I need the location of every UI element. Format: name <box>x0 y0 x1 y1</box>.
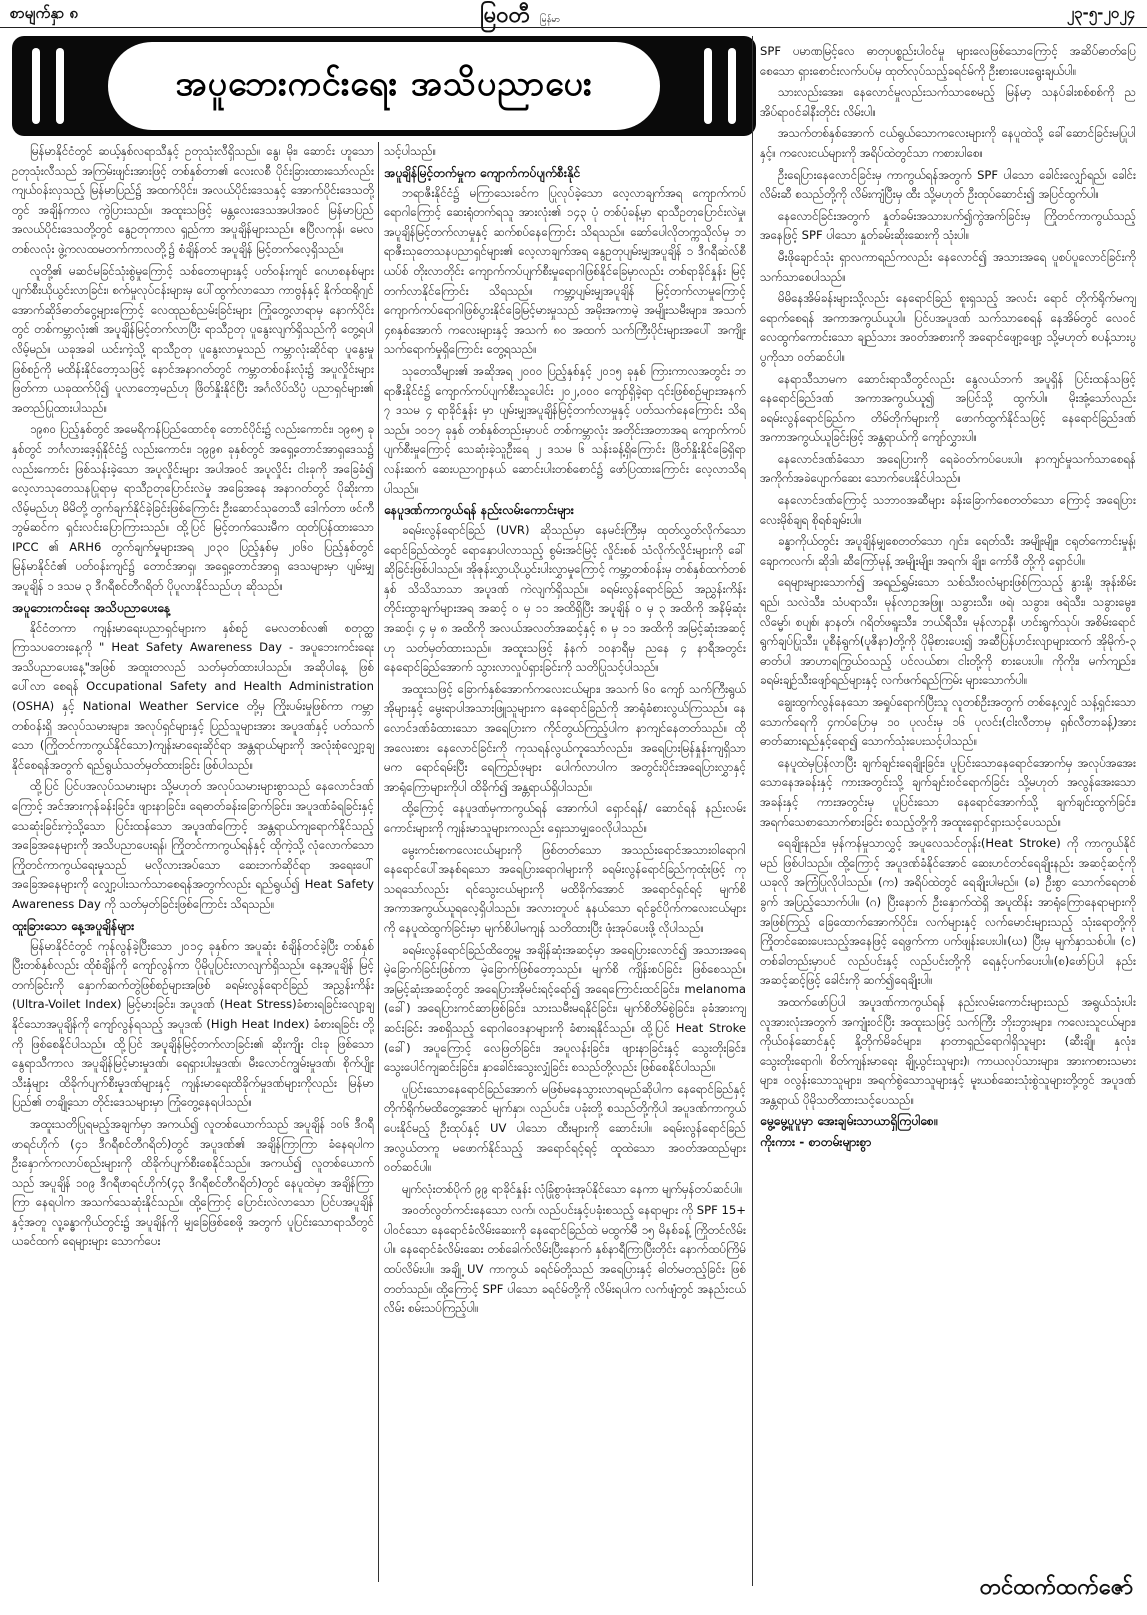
paragraph: အသက်တစ်နှစ်အောက် ငယ်ရွယ်သောကလေးများကို နေပူထဲသို့ ခေါ်ဆောင်ခြင်းမပြုပါနှင့်။ ကလေးငယ်များကို အရိပ်ထဲတွင်သာ ကစားပါစေ။ <box>760 126 1136 160</box>
paragraph: မျက်လုံးတစ်ပိုက် ၉၉ ရာခိုင်နှုန်း လုံခြုံစွာဖုံးအုပ်နိုင်သော နေကာ မျက်မှန်တပ်ဆင်ပါ။ <box>402 1181 743 1196</box>
paragraph: ပူပြင်းသောနေရောင်ခြည်အောက် မဖြစ်မနေသွားလာရမည်ဆိုပါက နေရောင်ခြည်နှင့် တိုက်ရိုက်မထိတွေ့အောင် မျက်နှာ၊ လည်ပင်း၊ ပခုံးတို့ စသည်တို့ကိုပါ အပူဒဏ်ကာကွယ်ပေးနိုင်မည့် ဦးထုပ်နှင့် UV ပါသော ထီးများကို ဆောင်းပါ။ ခရမ်းလွန်ရောင်ခြည် အလွယ်တကူ မဖောက်နိုင်သည့် အရောင်ရင့်ရင့် ထူထဲသော အဝတ်အထည်များ ဝတ်ဆင်ပါ။ <box>384 1081 746 1175</box>
section-heading: အပူချိန်မြင့်တက်မှုက ကျောက်ကပ်ပျက်စီးနိုင် <box>384 165 581 180</box>
banner-bar-right-1 <box>728 48 736 124</box>
page-number: စာမျက်နှာ ၈ <box>10 4 78 22</box>
paragraph: ဦးရေပြားနေလောင်ခြင်းမှ ကာကွယ်ရန်အတွက် SPF ပါသော ခေါင်းလျှော်ရည်၊ ခေါင်းလိမ်းဆီ စသည်တို့ကို လိမ်းကျံပြီးမှ ထီး သို့မဟုတ် ဦးထုပ်ဆောင်း၍ အပြင်ထွက်ပါ။ <box>760 167 1136 202</box>
paragraph: လူတို့၏ မဆင်မခြင်သုံးစွဲမှုကြောင့် သစ်တောများနှင့် ပတ်ဝန်းကျင် ဂေဟစနစ်များ ပျက်စီးယိုယွင်းလာခြင်း၊ စက်မှုလုပ်ငန်းများမှ ပေါ်ထွက်လာသော ကာဗွန်နှင့် နိုက်ထရိုဂျင်အောက်ဆိုဒ်ဓာတ်ငွေ့များကြောင့် လေထုညစ်ညမ်းခြင်းများ ကြုံတွေ့လာရာမှ နောက်ပိုင်းတွင် တစ်ကမ္ဘာလုံး၏ အပူချိန်မြင့်တက်လာပြီး ရာသီဥတု ပူနွေးလျက်ရှိသည်ကို တွေ့ရပါလိမ့်မည်။ ယခုအခါ ယင်းကဲ့သို့ ရာသီဥတု ပူနွေးလာမှုသည် ကမ္ဘာလုံးဆိုင်ရာ ပူနွေးမှုဖြစ်စဉ်ကို မထိန်းနိုင်တော့သဖြင့် နောင်အနာဂတ်တွင် ကမ္ဘာတစ်ဝန်းလုံး၌ အပူလှိုင်းများ ဖြတ်ကာ ယခုထက်ပို၍ ပူလာတော့မည်ဟု ဖြိတ်နှိုးနိုင်ပြီး အင်္ဂလိပ်သိပ္ပံ ပညာရှင်များ၏ အတည်ပြုထားပါသည်။ <box>12 263 374 415</box>
section-heading: မွေ့မွေ့ပူပူမှာ အေးချမ်းသာယာရှိကြပါစေ။ <box>760 1114 938 1129</box>
paragraph: နိုင်ငံတကာ ကျန်းမာရေးပညာရှင်များက နှစ်စဉ် မေလတစ်လ၏ စတုတ္ထကြာသပတေးနေ့ကို " Heat Safety Awareness Day - အပူဘေးကင်းရေး အသိပညာပေးနေ့"အဖြစ် အထူးတလည် သတ်မှတ်ထားပါသည်။ အဆိုပါနေ့ ဖြစ်ပေါ်လာ စေရန် Occupational Safety and Health Administration (OSHA) နှင့် National Weather Service တို့မှ ကြိုးပမ်းမှုဖြစ်ကာ ကမ္ဘာတစ်ဝန်းရှိ အလုပ်သမားများ၊ အလုပ်ရှင်များနှင့် ပြည်သူများအား အပူဒဏ်နှင့် ပတ်သက်သော (ကြိုတင်ကာကွယ်နိုင်သော)ကျန်းမာရေးဆိုင်ရာ အန္တရာယ်များကို အလုံးစုံလျှော့ချနိုင်စေရန်အတွက် ရည်ရွယ်သတ်မှတ်ထားခြင်း ဖြစ်ပါသည်။ <box>12 620 374 772</box>
paragraph: မြန်မာနိုင်ငံတွင် ကုန်လွန်ခဲ့ပြီးသော ၂၀၁၄ ခုနှစ်က အပူဆုံး စံချိန်တင်ခဲ့ပြီး တစ်နှစ်ပြီးတစ်နှစ်လည်း ထိုစံချိန်ကို ကျော်လွန်ကာ ပိုမိုပူပြင်းလာလျက်ရှိသည်။ နေ့အပူချိန် မြင့်တက်ခြင်းကို နှောက်ဆက်တွဲဖြစ်စဉ်များအဖြစ် ခရမ်းလွန်ရောင်ခြည် အညွှန်းကိန်း (Ultra-Voilet Index) မြင့်မားခြင်း၊ အပူဒဏ် (Heat Stress)ခံစားရခြင်းလျော့ချနိုင်သောအပူချိန်ကို ကျော်လွန်ရသည့် အပူဒဏ် (High Heat Index) ခံစားရခြင်း တို့ကို ဖြစ်စေနိုင်ပါသည်။ ထို့ပြင် အပူချိန်မြင့်တက်လာခြင်း၏ ဆိုးကျိုး ငါးခု ဖြစ်သော နွေရာသီကာလ အပူချိန်မြင့်မားမှုဒဏ်၊ ရေရှားပါးမှုဒဏ်၊ မီးလောင်ကျွမ်းမှုဒဏ်၊ စိုက်ပျိုးသီးနှံများ ထိခိုက်ပျက်စီးမှုဒဏ်များနှင့် ကျန်းမာရေးထိခိုက်မှုဒဏ်များကိုလည်း မြန်မာပြည်၏ တချို့သော တိုင်းဒေသများမှာ ကြုံတွေ့နေရပါသည်။ <box>12 938 374 1110</box>
banner-bar-right-2 <box>704 48 712 124</box>
page-header <box>0 0 1147 28</box>
paragraph: နေပူထဲမှပြန်လာပြီး ချက်ချင်းရေချိုးခြင်း၊ ပူပြင်းသောနေရောင်အောက်မှ အလုပ်အအေးသောနေအခန်းနှင့် ကားအတွင်းသို့ ချက်ချင်းဝင်ရောက်ခြင်း သို့မဟုတ် အလွန်အေးသောအခန်းနှင့် ကားအတွင်းမှ ပူပြင်းသော နေရောင်အောက်သို့ ချက်ချင်းထွက်ခြင်း၊ အရက်သေစာသောက်စားခြင်း စသည့်တို့ကို အထူးရှောင်ရှားသင့်ပေသည်။ <box>760 755 1136 829</box>
paragraph: မွေးကင်းစကလေးငယ်များကို ဖြစ်တတ်သော အသည်းရောင်အသားဝါရောဂါနေရောင်ပေါ်အနစ်ရသော အရေပြားရောဂါများကို ခရမ်းလွန်ရောင်ခြည်ကုထုံးဖြင့် ကုသရသော်လည်း ရင်သွေးငယ်များကို မထိခိုက်အောင် အရောင်ရှင်ရင့် မျက်စိအကာအကွယ်ယူရလေ့ရှိပါသည်။ အလားတူပင် နုနယ်သော ရင်ခွင်ပိုက်ကလေးငယ်များကို နေပူထဲထွက်ခြင်းမှာ မျက်စိပါမကျန် သတိထားပြီး ဖုံးအုပ်ပေးဖို့ လိုပါသည်။ <box>384 842 746 935</box>
banner-bar-left-1 <box>32 48 40 124</box>
article-title: အပူဘေးကင်းရေး အသိပညာပေး <box>175 63 593 104</box>
paragraph: ထို့ကြောင့် နေပူဒဏ်မှကာကွယ်ရန် အောက်ပါ ရှောင်ရန်/ ဆောင်ရန် နည်းလမ်းကောင်းများကို ကျန်းမာသူများကလည်း ရှေးသာမျှဝေလိုပါသည်။ <box>384 801 746 835</box>
paragraph: နေလောင်ဒဏ်ခံသော အရေပြားကို ရေခဲဝတ်ကပ်ပေးပါ။ နာကျင်မှုသက်သာစေရန် အကိုက်အခဲပျောက်ဆေး သောက်ပေးနိုင်ပါသည်။ <box>760 451 1136 486</box>
column-divider-1 <box>378 142 379 1582</box>
paragraph: နေရာသီသာမက ဆောင်းရာသီတွင်လည်း နွေလယ်ဘက် အပူရှိန် ပြင်းထန်သဖြင့် နေရောင်ခြည်ဒဏ် အကာအကွယ်ယူ၍ အပြင်သို့ ထွက်ပါ။ မိုးအုံ့သော်လည်း ခရမ်းလွန်ရောင်ခြည်က တိမ်တိုက်များကို ဖောက်ထွက်နိုင်သဖြင့် နေရောင်ခြည်ဒဏ် အကာအကွယ်ယူခြင်းဖြင့် အန္တရာယ်ကို ကျော်လွှားပါ။ <box>760 371 1136 445</box>
paragraph: သုတေသီများ၏ အဆိုအရ ၂၀၀၀ ပြည့်နှစ်နှင့် ၂၀၁၅ ခုနှစ် ကြားကာလအတွင်း ဘရာဇီးနိုင်ငံ၌ ကျောက်ကပ်ပျက်စီးသူပေါင်း ၂၀၂,၀၀၀ ကျော်ရှိခဲ့ရာ ၎င်းဖြစ်စဉ်များအနက် ၇ ဒသမ ၄ ရာခိုင်နှုန်း မှာ ပျမ်းမျှအပူချိန်မြင့်တက်လာမှုနှင့် ပတ်သက်နေကြောင်း သိရသည်။ ၁၀၁၇ ခုနှစ် တစ်နှစ်တည်းမှာပင် တစ်ကမ္ဘာလုံး အတိုင်းအတာအရ ကျောက်ကပ်ပျက်စီးမှုကြောင့် သေဆုံးခဲ့သူဦးရေ ၂ ဒသမ ၆ သန်းခန့်ရှိကြောင်း ဖြိတ်နှိုးနိုင်ခြေရှိရာ လန်းဆက် ဆေးပညာဂျာနယ် ဆောင်းပါးတစ်စောင်၌ ဖော်ပြထားကြောင်း လေ့လာသိရပါသည်။ <box>384 363 746 496</box>
article-column-3 <box>760 42 1136 1587</box>
banner-title-box <box>108 42 660 130</box>
paragraph: မိမိနေအိမ်ခန်းများသို့လည်း နေရောင်ခြည် စူးရှသည့် အလင်း ရောင် တိုက်ရိုက်မကျရောက်စေရန် အကာအကွယ်ယူပါ။ ပြင်ပအပူဒဏ် သက်သာစေရန် နေအိမ်တွင် လေဝင်လေထွက်ကောင်းသော ချည်သား အဝတ်အစားကို အရောင်ဖျော့ဖျော့ သို့မဟုတ် စပန့်သားပွပွကိုသာ ဝတ်ဆင်ပါ။ <box>760 291 1136 364</box>
paragraph: အဝတ်လွတ်ကင်းနေသော လက်၊ လည်ပင်းနှင့်ပခုံးစသည့် နေရာများ ကို SPF 15+ ပါဝင်သော နေရောင်ခံလိမ်းဆေးကို နေရောင်ခြည်ထဲ မထွက်မီ ၁၅ မိနစ်ခန့် ကြိုတင်လိမ်းပါ။ နေရောင်ခံလိမ်းဆေး တစ်ခေါက်လိမ်းပြီးနောက် နှစ်နာရီကြာပြီးတိုင်း နောက်ထပ်ကြိမ် ထပ်လိမ်းပါ။ အချို့ UV ကာကွယ် ခရင်မ်တို့သည် အရေပြားနှင့် ဓါတ်မတည့်ခြင်း ဖြစ်တတ်သည်။ ထို့ကြောင့် SPF ပါသော ခရင်မ်တို့ကို လိမ်းရပါက လက်ဖျံတွင် အနည်းငယ်လိမ်း စမ်းသပ်ကြည့်ပါ။ <box>384 1203 746 1316</box>
masthead-subtitle: မြန်မာ <box>540 15 561 25</box>
column-divider-2 <box>752 36 753 1586</box>
section-heading: ကိုးကား - စာတမ်းများစွာ <box>760 1135 872 1150</box>
article-column-2 <box>384 142 746 1582</box>
paragraph: နေလောင်ဒဏ်ကြောင့် သဘာဝအဆီများ ခန်းခြောက်စေတတ်သော ကြောင့် အရေပြား လေးမိုစ်ချရ စိုရစ်ချမ်းပါ။ <box>760 493 1136 527</box>
section-heading: နေပူဒဏ်ကာကွယ်ရန် နည်းလမ်းကောင်းများ <box>384 503 574 518</box>
paragraph: ချွေးထွက်လွန်နေသော အရှုပ်ရောက်ပြီးသူ လူတစ်ဦးအတွက် တစ်နေ့လျှင် သန့်ရှင်းသောသောက်ရေကို ၄ကပ်ပြောမှ ၁၀ ပုလင်းမှ ၁၆ ပုလင်း(ငါးလီတာမှ ရှစ်လီတာခန့်)အား ဓာတ်ဆားရည်နှင့်ရော၍ သောက်သုံးပေးသင့်ပါသည်။ <box>760 695 1136 749</box>
section-heading: ထူးခြားသော နေ့အပူချိန်များ <box>12 918 135 933</box>
paragraph: အထူးသတိပြုရမည့်အချက်မှာ အကယ်၍ လူတစ်ယောက်သည် အပူချိန် ၁၀၆ ဒီဂရီဖာရင်ဟိုက် (၄၁ ဒီဂရီစင်တီဂရိတ်)တွင် အပူဒဏ်၏ အချိန်ကြာကြာ ခံနေရပါက ဦးနှောက်ကလာပ်စည်းများကို ထိခိုက်ပျက်စီးစေနိုင်သည်။ အကယ်၍ လူတစ်ယောက်သည် အပူချိန် ၁၀၉ ဒီဂရီဖာရင်ဟိုက်(၄၃ ဒီဂရီစင်တီဂရိတ်)တွင် နေပူထဲမှာ အချိန်ကြာကြာ နေရပါက အသက်သေဆုံးနိုင်သည်။ ထို့ကြောင့် ပြောင်းလဲလာသော ပြင်ပအပူချိန်နှင့်အတူ လူ့ခန္ဓာကိုယ်တွင်း၌ အပူချိန်ကို မျှခြေဖြစ်စေဖို့ အတွက် ပူပြင်းသောရာသီတွင် ယခင်ထက် ရေများများ သောက်ပေး <box>12 1116 374 1249</box>
paragraph: အထူးသဖြင့် ခြောက်နှစ်အောက်ကလေးငယ်များ၊ အသက် ၆၀ ကျော် သက်ကြီးရွယ်အိုများနှင့် မွေးရာပါအသားဖြူသူများက နေရောင်ခြည်ကို အာရုံခံစားလွယ်ကြသည်။ နေလောင်ဒဏ်ခံထားသော အရေပြားက ကိုင်တွယ်ကြည့်ပါက နာကျင်နေတတ်သည်။ ထိုအလေးစား နေလောင်ခြင်းကို ကုသရန်လွယ်ကူသော်လည်း၊ အရေပြားမြန်နှုန်းကျရှိသာမက ရောင်ရမ်းပြီး ရေကြည်ဖုများ ပေါက်လာပါက အတွင်းပိုင်းအရေပြားလွှာနှင့် အာရုံကြောများကိုပါ ထိခိုက်၍ အန္တရာယ်ရှိပါသည်။ <box>384 681 746 794</box>
paragraph: အထက်ဖော်ပြပါ အပူဒဏ်ကာကွယ်ရန် နည်းလမ်းကောင်းများသည် အရွယ်သုံးပါး လူအားလုံးအတွက် အကျုံးဝင်ပြီး အထူးသဖြင့် သက်ကြီး ဘိုးဘွားများ၊ ကလေးသူငယ်များ၊ ကိုယ်ဝန်ဆောင်နှင့် နို့တိုက်မိခင်များ၊ နာတာရှည်ရောဂါရှိသူများ (ဆီးချို၊ နှလုံး၊ သွေးတိုးရောဂါ၊ စိတ်ကျန်းမာရေး ချို့ယွင်းသူများ)၊ ကာယလုပ်သားများ၊ အားကစားသမားများ၊ ဝလွန်းသောသူများ၊ အရက်စွဲသောသူများနှင့် မူးယစ်ဆေးသုံးစွဲသူများတို့တွင် အပူဒဏ်အန္တရာယ် ပိုမိုသတိထားသင့်ပေသည်။ <box>760 994 1136 1107</box>
paragraph: ခန္ဓာကိုယ်တွင်း အပူချိန်မျှစေတတ်သော ဂျင်း၊ ရေတ်သီး အမျိုးမျိုး၊ ငရုတ်ကောင်းမှုန့်၊ ချောကလက်၊ ဆိုဒါ၊ ဆီကြော်မုန့် အမျိုးမျိုး၊ အရက်၊ ချိုး၊ ကော်ဖီ တို့ကို ရှောင်ပါ။ <box>760 534 1136 568</box>
banner-bar-left-2 <box>56 48 64 124</box>
paragraph: သင့်ပါသည်။ <box>384 144 437 158</box>
section-heading: အပူဘေးကင်းရေး အသိပညာပေးနေ့ <box>12 600 171 615</box>
paragraph: ရေချိုးနည်း၊ မှန်ကန်မှုသာလွှင့် အပူလေသင်တုန်း(Heat Stroke) ကို ကာကွယ်နိုင်မည် ဖြစ်ပါသည်။ ထို့ကြောင့် အပူဒဏ်ခံနိုင်အောင် ဆေးဟင်တင်ရေချိုးနည်း အဆင့်ဆင့်ကို ယခုလို အကြံပြုလိုပါသည်။ (က) အရိပ်ထဲတွင် ရေချိုးပါမည်။ (ခ) ဦးစွာ သောက်ရေတစ်ခွက် အပြည့်သောက်ပါ။ (ဂ) ပြီးနောက် ဦးနှောက်ထဲရှိ အပူထိန်း အာရုံကြောနေရာများကိုအဖြစ်ကြည့် ခြေထောက်အောက်ပိုင်း၊ လက်များနှင့် လက်မောင်းများသည့် သုံးရောတို့ကို ကြိုတင်ဆေးပေးသည့်အနေဖြင့် ရေဖွက်ကာ ပက်ဖျန်းပေးပါ။(ဃ) ပြီးမှ မျက်နှာသစ်ပါ။ (င) တစ်ခါတည်းမှာပင် လည်ပင်းနှင့် လည်ပင်းတို့ကို ရေနှင့်ပက်ပေးပါ။(စ)ဖော်ပြပါ နည်းအဆင့်ဆင့်ဖြင့် ခေါင်းကို ဆက်၍ရေချိုးပါ။ <box>760 836 1136 988</box>
paragraph: ခရမ်းလွန်ရောင်ခြည်ထိတွေ့မှု အချိန်ဆုံးအဆင့်မှာ အရေပြားလောင်၍ အသားအရေ မဲ့ခြောက်ခြင်းဖြစ်ကာ မဲ့ခြောက်ဖြစ်တော့သည်။ မျက်စိ ကျိန်းစပ်ခြင်း ဖြစ်စေသည်။ အမြင့်ဆုံးအဆင့်တွင် အရေပြားအိုမင်းရင့်ရော်၍ အရေကြောင်းထင်ခြင်း၊ melanoma (ခေါ်) အရေပြားကင်ဆာဖြစ်ခြင်း၊ သားသမီးမရနိုင်ခြင်း၊ မျက်စိတိမ်စွဲခြင်း၊ ခုခံအားကျဆင်းခြင်း အစရှိသည့် ရောဂါဝေဒနာများကို ခံစားရနိုင်သည်။ ထို့ပြင် Heat Stroke (ခေါ်) အပူကြောင့် လေဖြတ်ခြင်း၊ အပူလန်းခြင်း၊ ဖျားနာခြင်းနှင့် သွေးတိုးခြင်း၊ သွေးပေါင်ကျဆင်းခြင်း၊ နှာခေါင်းသွေးလျှံခြင်း စသည်တို့လည်း ဖြစ်စေနိုင်ပါသည်။ <box>384 942 746 1075</box>
paragraph: ဘရာဇီးနိုင်ငံ၌ မကြာသေးခင်က ပြုလုပ်ခဲ့သော လေ့လာချက်အရ ကျောက်ကပ်ရောဂါကြောင့် ဆေးရုံတက်ရသူ အားလုံး၏ ၁၄၃ ပုံ တစ်ပုံခန့်မှာ ရာသီဥတုပြောင်းလဲမှု၊ အပူချိန်မြင့်တက်လာမှုနှင့် ဆက်စပ်နေကြောင်း သိရသည်။ ဆော်ပေါလိုတက္ကသိုလ်မှ ဘရာဇီးသုတေသနပညာရှင်များ၏ လေ့လာချက်အရ နွေဥတုပျမ်းမျှအပူချိန် ၁ ဒီဂရီဆဲလ်စီယပ်စ် တိုးလာတိုင်း ကျောက်ကပ်ပျက်စီးမှုရောဂါဖြစ်နိုင်ခြေမှာလည်း တစ်ရာခိုင်နှုန်း မြင့်တက်လာနိုင်ကြောင်း သိရသည်။ ကမ္ဘာ့ပျမ်းမျှအပူချိန် မြင့်တက်လာမှုကြောင့် ကျောက်ကပ်ရောဂါဖြစ်ပွားနိုင်ခြေမြင့်မားမှုသည် အမိုးအကာမဲ့ အမျိုးသမီးများ၊ အသက် ၄၈နှစ်အောက် ကလေးများနှင့် အသက် ၈၀ အထက် သက်ကြီးပိုင်းများအပေါ် အကျိုးသက်ရောက်မှုရှိကြောင်း တွေ့ရသည်။ <box>384 185 746 357</box>
paragraph: ၁၉၈၀ ပြည့်နှစ်တွင် အမေရိကန်ပြည်ထောင်စု တောင်ပိုင်း၌ လည်းကောင်း၊ ၁၉၈၅ ခုနှစ်တွင် ဘင်္ဂလားဒေ့ရှ်နိုင်ငံ၌ လည်းကောင်း၊ ၁၉၉၈ ခုနှစ်တွင် အရှေ့တောင်အာရှဒေသ၌ လည်းကောင်း ဖြစ်သန်းခဲ့သော အပူလှိုင်းများ အပါအဝင် အပူလှိုင်း ငါးခုကို အခြေခံ၍ လေ့လာသုတေသနပြုရာမှ ရာသီဥတုပြောင်းလဲမှု အခြေအနေ အနာဂတ်တွင် ပိုဆိုးကာ လိမ့်မည်ဟု မိမိတို့ တွက်ချက်နိုင်ခဲ့ခြင်းဖြစ်ကြောင်း ဦးဆောင်သုတေသီ ဒေါက်တာ ဖင်ကီဘွမ်ဆင်က ရှင်းလင်းပြောကြားသည်။ ထို့ပြင် မြင့်တက်သေးမီက ထုတ်ပြန်ထားသော IPCC ၏ ARH6 တွက်ချက်မှုများအရ ၂၀၃၀ ပြည့်နှစ်မှ ၂၀၆၀ ပြည့်နှစ်တွင် မြန်မာနိုင်ငံ၏ ပတ်ဝန်းကျင်၌ တောင်အာရှ၊ အရှေ့တောင်အာရှ ဒေသများမှာ ပျမ်းမျှအပူချိန် ၁ ဒသမ ၃ ဒီဂရီစင်တီဂရိတ် ပိုပူလာနိုင်သည်ဟု ဆိုသည်။ <box>12 422 374 594</box>
title-banner <box>12 36 756 136</box>
newspaper-masthead: မြဝတီ <box>480 2 531 28</box>
paragraph: ရေများများသောက်၍ အရည်ရွှမ်းသော သစ်သီးဝလံများဖြစ်ကြသည့် နွားနို့၊ အုန်းစိမ်းရည်၊ သလဲသီး၊ သံပရာသီး၊ မုန်လာဥအဖြူ၊ သခွားသီး၊ ဖရဲ၊ သခွား၊ ဖရဲသီး၊ သခွားမွေး၊ လိမ္မော်၊ စပျစ်၊ နာနတ်၊ ဂရိတ်ဖရူးသီး၊ ဘယ်ရီသီး၊ မုန်လာဥနီ၊ ဟင်းရွက်သုပ်၊ အစိမ်းရောင်ရွက်ချပ်ပြုသီး၊ ပူစီနံရွက်(ပူဇီနာ)တို့ကို ပိုမိုစားပေး၍ အဆီပြန်ဟင်းလျာများထက် အိုမိုက်-၃ ဓာတ်ပါ အာဟာရကြွယ်ဝသည့် ပင်လယ်စာ၊ ငါးတို့ကို စားပေးပါ။ ကိုကိုး၊ မက်ကျည်း၊ ခရမ်းချဉ်သီးဖျော်ရည်များနှင့် လက်ဖက်ရည်ကြမ်း များသောက်ပါ။ <box>760 575 1136 688</box>
paragraph: သားလည်းအေး၊ နေလောင်မှုလည်းသက်သာစေမည့် မြန်မာ့ သနပ်ခါးစစ်စစ်ကို ညအိပ်ရာဝင်ခါနီးတိုင်း လိမ်းပါ။ <box>760 85 1136 119</box>
paragraph: နေလောင်ခြင်းအတွက် နှုတ်ခမ်းအသားပက်၍ကွဲအက်ခြင်းမှ ကြိုတင်ကာကွယ်သည့်အနေဖြင့် SPF ပါသော နှုတ်ခမ်းဆိုးဆေးကို သုံးပါ။ <box>760 208 1136 243</box>
article-column-1 <box>12 142 374 1582</box>
paragraph: ခရမ်းလွန်ရောင်ခြည် (UVR) ဆိုသည်မှာ နေမင်းကြီးမှ ထုတ်လွှတ်လိုက်သောရောင်ခြည်ထဲတွင် ရောနှောပါလာသည့် စွမ်းအင်မြင့် လှိုင်းစစ် သံလိုက်လှိုင်းများကို ခေါ်ဆိုခြင်းဖြစ်ပါသည်။ အိုဇုန်းလွှာယိုယွင်းပါးလွှာမှုကြောင့် ကမ္ဘာ့တစ်ဝန်းမှ တစ်နှစ်ထက်တစ်နှစ် သိသိသာသာ အပူဒဏ် ကဲလျက်ရှိသည်။ ခရမ်းလွန်ရောင်ခြည် အညွှန်းကိန်း တိုင်းထွာချက်များအရ အဆင့် ၀ မှ ၁၁ အထိရှိပြီး အပူချိန် ၀ မှ ၃ အထိကို အနိမ့်ဆုံး အဆင့်၊ ၄ မှ ၈ အထိကို အလယ်အလတ်အဆင့်နှင့် ၈ မှ ၁၁ အထိကို အမြင့်ဆုံးအဆင့်ဟု သတ်မှတ်ထားသည်။ အထူးသဖြင့် နံနက် ၁၀နာရီမှ ညနေ ၄ နာရီအတွင်း နေရောင်ခြည်အောက် သွားလာလှုပ်ရှားခြင်းကို သတိပြုသင့်ပါသည်။ <box>384 523 746 675</box>
author-byline: တင်ထက်ထက်ဇော် <box>979 1574 1133 1600</box>
paragraph: ထို့ပြင် ပြင်ပအလုပ်သမားများ သို့မဟုတ် အလုပ်သမားများစွာသည် နေလောင်ဒဏ်ကြောင့် အင်အားကုန်ခန်းခြင်း၊ ဖျားနာခြင်း၊ ရေဓာတ်ခန်းခြောက်ခြင်း၊ အပူဒဏ်ခံရခြင်းနှင့် သေဆုံးခြင်းကဲ့သို့သော ပြင်းထန်သော အပူဒဏ်ကြောင့် အန္တရာယ်ကျရောက်နိုင်သည့် အခြေအနေများကို အသိပညာပေးရန်၊ ကြိုတင်ကာကွယ်ရန်နှင့် ထိုကဲ့သို့ လုံလောက်သော ကြိုတင်ကာကွယ်ရေးမှုသည် မလိုလားအပ်သော ဆေးဘက်ဆိုင်ရာ အရေးပေါ် အခြေအနေများကို လျှော့ပါးသက်သာစေရန်အတွက်လည်း ရည်ရွယ်၍ Heat Safety Awareness Day ကို သတ်မှတ်ခြင်းဖြစ်ကြောင်း သိရသည်။ <box>12 779 374 911</box>
paragraph: SPF ပမာဏမြင့်လေ ဓာတုပစ္စည်းပါဝင်မှု များလေဖြစ်သောကြောင့် အဆိပ်ဓာတ်ပြေစေသော ရှားစောင်းလက်ပပ်မှ ထုတ်လုပ်သည့်ခရင်မ်ကို ဦးစားပေးရွေးချယ်ပါ။ <box>760 44 1136 78</box>
issue-date: ၂၃-၅-၂၀၂၄ <box>1066 4 1135 22</box>
paragraph: မြန်မာနိုင်ငံတွင် ဆယ့်နှစ်လရာသီနှင့် ဥတုသုံးလီရှိသည်။ နွေ၊ မိုး၊ ဆောင်း ဟူသော ဥတုသုံးလီသည် အကြမ်းဖျင်းအားဖြင့် တစ်နှစ်တာ၏ လေးလစီ ပိုင်းခြားထားသော်လည်း ကျယ်ဝန်းလှသည့် မြန်မာပြည်၌ အထက်ပိုင်း၊ အလယ်ပိုင်းဒေသနှင့် အောက်ပိုင်းဒေသတို့တွင် အချိန်ကာလ ကွဲပြားသည်။ အထူးသဖြင့် မန္တလေးဒေသအပါအဝင် မြန်မာပြည်အလယ်ပိုင်းဒေသတို့တွင် နွေဥတုကာလ ရှည်ကာ အပူချိန်များသည်။ ဧပြီလကုန်၊ မေလတစ်လလုံး ဖွဲ့ကလထမတက်ကာလတို့၌ စံချိန်တင် အပူချိန် မြင့်တက်လေ့ရှိသည်။ <box>12 144 374 256</box>
paragraph: မီးဖိုချောင်သုံး ရှာလကာရည်ကလည်း နေလောင်၍ အသားအရေ ပူစပ်ပူလောင်ခြင်းကို သက်သာစေပါသည်။ <box>760 249 1136 284</box>
